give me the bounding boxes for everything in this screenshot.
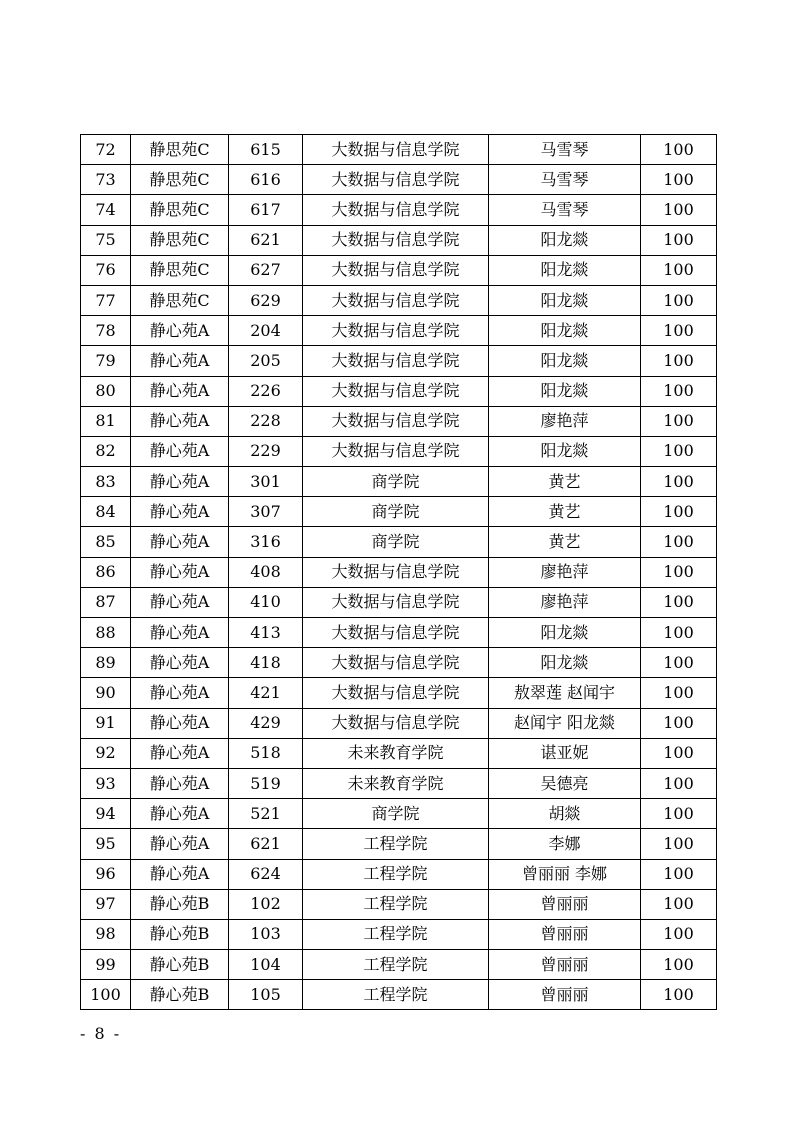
score-cell: 100: [641, 527, 717, 557]
building-cell: 静心苑A: [131, 406, 229, 436]
table-row: [81, 829, 717, 859]
building-cell: 静心苑B: [131, 889, 229, 919]
counselor-cell: 曾丽丽: [489, 950, 641, 980]
building-cell: 静心苑A: [131, 346, 229, 376]
counselor-cell: 廖艳萍: [489, 587, 641, 617]
counselor-cell: 曾丽丽 李娜: [489, 859, 641, 889]
counselor-cell: 阳龙燚: [489, 648, 641, 678]
table-body: [81, 135, 717, 1010]
college-cell: 商学院: [303, 467, 489, 497]
row-number-cell: 84: [81, 497, 131, 527]
room-cell: 624: [229, 859, 303, 889]
counselor-cell: 马雪琴: [489, 195, 641, 225]
row-number-cell: 87: [81, 587, 131, 617]
row-number-cell: 89: [81, 648, 131, 678]
building-cell: 静心苑A: [131, 768, 229, 798]
row-number-cell: 72: [81, 135, 131, 165]
table-row: [81, 859, 717, 889]
row-number-cell: 93: [81, 768, 131, 798]
room-cell: 104: [229, 950, 303, 980]
counselor-cell: 廖艳萍: [489, 557, 641, 587]
table-row: [81, 467, 717, 497]
score-cell: 100: [641, 587, 717, 617]
row-number-cell: 86: [81, 557, 131, 587]
table-row: [81, 436, 717, 466]
table-row: [81, 708, 717, 738]
building-cell: 静心苑A: [131, 436, 229, 466]
building-cell: 静心苑A: [131, 618, 229, 648]
table-row: [81, 950, 717, 980]
table-row: [81, 648, 717, 678]
row-number-cell: 73: [81, 165, 131, 195]
room-cell: 105: [229, 980, 303, 1010]
building-cell: 静心苑A: [131, 648, 229, 678]
college-cell: 大数据与信息学院: [303, 346, 489, 376]
room-cell: 226: [229, 376, 303, 406]
college-cell: 工程学院: [303, 919, 489, 949]
counselor-cell: 阳龙燚: [489, 436, 641, 466]
counselor-cell: 赵闻宇 阳龙燚: [489, 708, 641, 738]
building-cell: 静思苑C: [131, 165, 229, 195]
score-cell: 100: [641, 618, 717, 648]
room-cell: 228: [229, 406, 303, 436]
counselor-cell: 黄艺: [489, 467, 641, 497]
score-cell: 100: [641, 829, 717, 859]
college-cell: 大数据与信息学院: [303, 557, 489, 587]
building-cell: 静心苑A: [131, 708, 229, 738]
row-number-cell: 92: [81, 738, 131, 768]
college-cell: 未来教育学院: [303, 768, 489, 798]
page-number: - 8 -: [80, 1024, 122, 1043]
room-cell: 616: [229, 165, 303, 195]
building-cell: 静心苑A: [131, 497, 229, 527]
counselor-cell: 阳龙燚: [489, 316, 641, 346]
room-cell: 615: [229, 135, 303, 165]
college-cell: 未来教育学院: [303, 738, 489, 768]
room-cell: 229: [229, 436, 303, 466]
room-cell: 307: [229, 497, 303, 527]
row-number-cell: 90: [81, 678, 131, 708]
score-cell: 100: [641, 648, 717, 678]
room-cell: 316: [229, 527, 303, 557]
row-number-cell: 97: [81, 889, 131, 919]
row-number-cell: 85: [81, 527, 131, 557]
score-cell: 100: [641, 859, 717, 889]
room-cell: 617: [229, 195, 303, 225]
building-cell: 静心苑A: [131, 859, 229, 889]
table-row: [81, 768, 717, 798]
table-row: [81, 587, 717, 617]
table-row: [81, 497, 717, 527]
counselor-cell: 阳龙燚: [489, 225, 641, 255]
row-number-cell: 98: [81, 919, 131, 949]
row-number-cell: 95: [81, 829, 131, 859]
score-cell: 100: [641, 708, 717, 738]
college-cell: 工程学院: [303, 859, 489, 889]
table-row: [81, 316, 717, 346]
table-row: [81, 225, 717, 255]
table-row: [81, 738, 717, 768]
score-cell: 100: [641, 919, 717, 949]
counselor-cell: 李娜: [489, 829, 641, 859]
table-row: [81, 919, 717, 949]
room-cell: 408: [229, 557, 303, 587]
score-cell: 100: [641, 346, 717, 376]
score-cell: 100: [641, 376, 717, 406]
score-cell: 100: [641, 135, 717, 165]
college-cell: 大数据与信息学院: [303, 406, 489, 436]
score-cell: 100: [641, 165, 717, 195]
building-cell: 静心苑B: [131, 950, 229, 980]
college-cell: 大数据与信息学院: [303, 195, 489, 225]
score-cell: 100: [641, 768, 717, 798]
counselor-cell: 吴德亮: [489, 768, 641, 798]
building-cell: 静心苑A: [131, 587, 229, 617]
table-row: [81, 376, 717, 406]
room-cell: 429: [229, 708, 303, 738]
room-cell: 621: [229, 829, 303, 859]
counselor-cell: 黄艺: [489, 497, 641, 527]
row-number-cell: 77: [81, 285, 131, 315]
score-cell: 100: [641, 738, 717, 768]
counselor-cell: 谌亚妮: [489, 738, 641, 768]
counselor-cell: 马雪琴: [489, 135, 641, 165]
table-row: [81, 618, 717, 648]
building-cell: 静心苑A: [131, 799, 229, 829]
room-cell: 205: [229, 346, 303, 376]
table-row: [81, 980, 717, 1010]
counselor-cell: 敖翠莲 赵闻宇: [489, 678, 641, 708]
counselor-cell: 阳龙燚: [489, 376, 641, 406]
counselor-cell: 曾丽丽: [489, 889, 641, 919]
row-number-cell: 81: [81, 406, 131, 436]
room-cell: 629: [229, 285, 303, 315]
building-cell: 静思苑C: [131, 135, 229, 165]
college-cell: 商学院: [303, 527, 489, 557]
row-number-cell: 79: [81, 346, 131, 376]
score-cell: 100: [641, 678, 717, 708]
row-number-cell: 74: [81, 195, 131, 225]
row-number-cell: 91: [81, 708, 131, 738]
table-row: [81, 285, 717, 315]
row-number-cell: 94: [81, 799, 131, 829]
row-number-cell: 75: [81, 225, 131, 255]
building-cell: 静思苑C: [131, 255, 229, 285]
college-cell: 大数据与信息学院: [303, 708, 489, 738]
counselor-cell: 廖艳萍: [489, 406, 641, 436]
score-cell: 100: [641, 980, 717, 1010]
score-cell: 100: [641, 255, 717, 285]
score-cell: 100: [641, 950, 717, 980]
college-cell: 大数据与信息学院: [303, 285, 489, 315]
college-cell: 工程学院: [303, 829, 489, 859]
table-row: [81, 406, 717, 436]
table-row: [81, 678, 717, 708]
counselor-cell: 阳龙燚: [489, 618, 641, 648]
dormitory-score-table: [80, 134, 717, 1010]
score-cell: 100: [641, 557, 717, 587]
college-cell: 大数据与信息学院: [303, 225, 489, 255]
table-row: [81, 165, 717, 195]
score-cell: 100: [641, 225, 717, 255]
room-cell: 421: [229, 678, 303, 708]
counselor-cell: 胡燚: [489, 799, 641, 829]
room-cell: 521: [229, 799, 303, 829]
score-cell: 100: [641, 497, 717, 527]
row-number-cell: 76: [81, 255, 131, 285]
score-cell: 100: [641, 467, 717, 497]
table-row: [81, 346, 717, 376]
score-cell: 100: [641, 406, 717, 436]
counselor-cell: 曾丽丽: [489, 980, 641, 1010]
score-cell: 100: [641, 195, 717, 225]
table-row: [81, 135, 717, 165]
college-cell: 大数据与信息学院: [303, 648, 489, 678]
room-cell: 103: [229, 919, 303, 949]
room-cell: 621: [229, 225, 303, 255]
counselor-cell: 阳龙燚: [489, 346, 641, 376]
room-cell: 102: [229, 889, 303, 919]
building-cell: 静思苑C: [131, 285, 229, 315]
table-row: [81, 557, 717, 587]
room-cell: 301: [229, 467, 303, 497]
score-cell: 100: [641, 436, 717, 466]
college-cell: 商学院: [303, 799, 489, 829]
table-row: [81, 195, 717, 225]
score-cell: 100: [641, 316, 717, 346]
row-number-cell: 83: [81, 467, 131, 497]
building-cell: 静心苑A: [131, 738, 229, 768]
room-cell: 627: [229, 255, 303, 285]
room-cell: 519: [229, 768, 303, 798]
room-cell: 413: [229, 618, 303, 648]
building-cell: 静心苑A: [131, 467, 229, 497]
college-cell: 大数据与信息学院: [303, 376, 489, 406]
building-cell: 静心苑A: [131, 527, 229, 557]
counselor-cell: 黄艺: [489, 527, 641, 557]
room-cell: 518: [229, 738, 303, 768]
college-cell: 工程学院: [303, 950, 489, 980]
building-cell: 静心苑A: [131, 678, 229, 708]
score-cell: 100: [641, 889, 717, 919]
row-number-cell: 96: [81, 859, 131, 889]
table-row: [81, 527, 717, 557]
table-row: [81, 799, 717, 829]
counselor-cell: 马雪琴: [489, 165, 641, 195]
counselor-cell: 阳龙燚: [489, 255, 641, 285]
building-cell: 静心苑A: [131, 829, 229, 859]
building-cell: 静心苑B: [131, 980, 229, 1010]
counselor-cell: 曾丽丽: [489, 919, 641, 949]
row-number-cell: 88: [81, 618, 131, 648]
row-number-cell: 82: [81, 436, 131, 466]
building-cell: 静心苑A: [131, 557, 229, 587]
room-cell: 204: [229, 316, 303, 346]
counselor-cell: 阳龙燚: [489, 285, 641, 315]
college-cell: 大数据与信息学院: [303, 678, 489, 708]
college-cell: 工程学院: [303, 889, 489, 919]
room-cell: 418: [229, 648, 303, 678]
building-cell: 静思苑C: [131, 225, 229, 255]
row-number-cell: 100: [81, 980, 131, 1010]
building-cell: 静心苑A: [131, 316, 229, 346]
row-number-cell: 80: [81, 376, 131, 406]
college-cell: 商学院: [303, 497, 489, 527]
college-cell: 大数据与信息学院: [303, 135, 489, 165]
college-cell: 工程学院: [303, 980, 489, 1010]
score-cell: 100: [641, 799, 717, 829]
college-cell: 大数据与信息学院: [303, 618, 489, 648]
table-row: [81, 889, 717, 919]
row-number-cell: 99: [81, 950, 131, 980]
college-cell: 大数据与信息学院: [303, 165, 489, 195]
building-cell: 静心苑B: [131, 919, 229, 949]
college-cell: 大数据与信息学院: [303, 587, 489, 617]
college-cell: 大数据与信息学院: [303, 255, 489, 285]
college-cell: 大数据与信息学院: [303, 316, 489, 346]
table-row: [81, 255, 717, 285]
score-cell: 100: [641, 285, 717, 315]
college-cell: 大数据与信息学院: [303, 436, 489, 466]
room-cell: 410: [229, 587, 303, 617]
building-cell: 静思苑C: [131, 195, 229, 225]
building-cell: 静心苑A: [131, 376, 229, 406]
row-number-cell: 78: [81, 316, 131, 346]
